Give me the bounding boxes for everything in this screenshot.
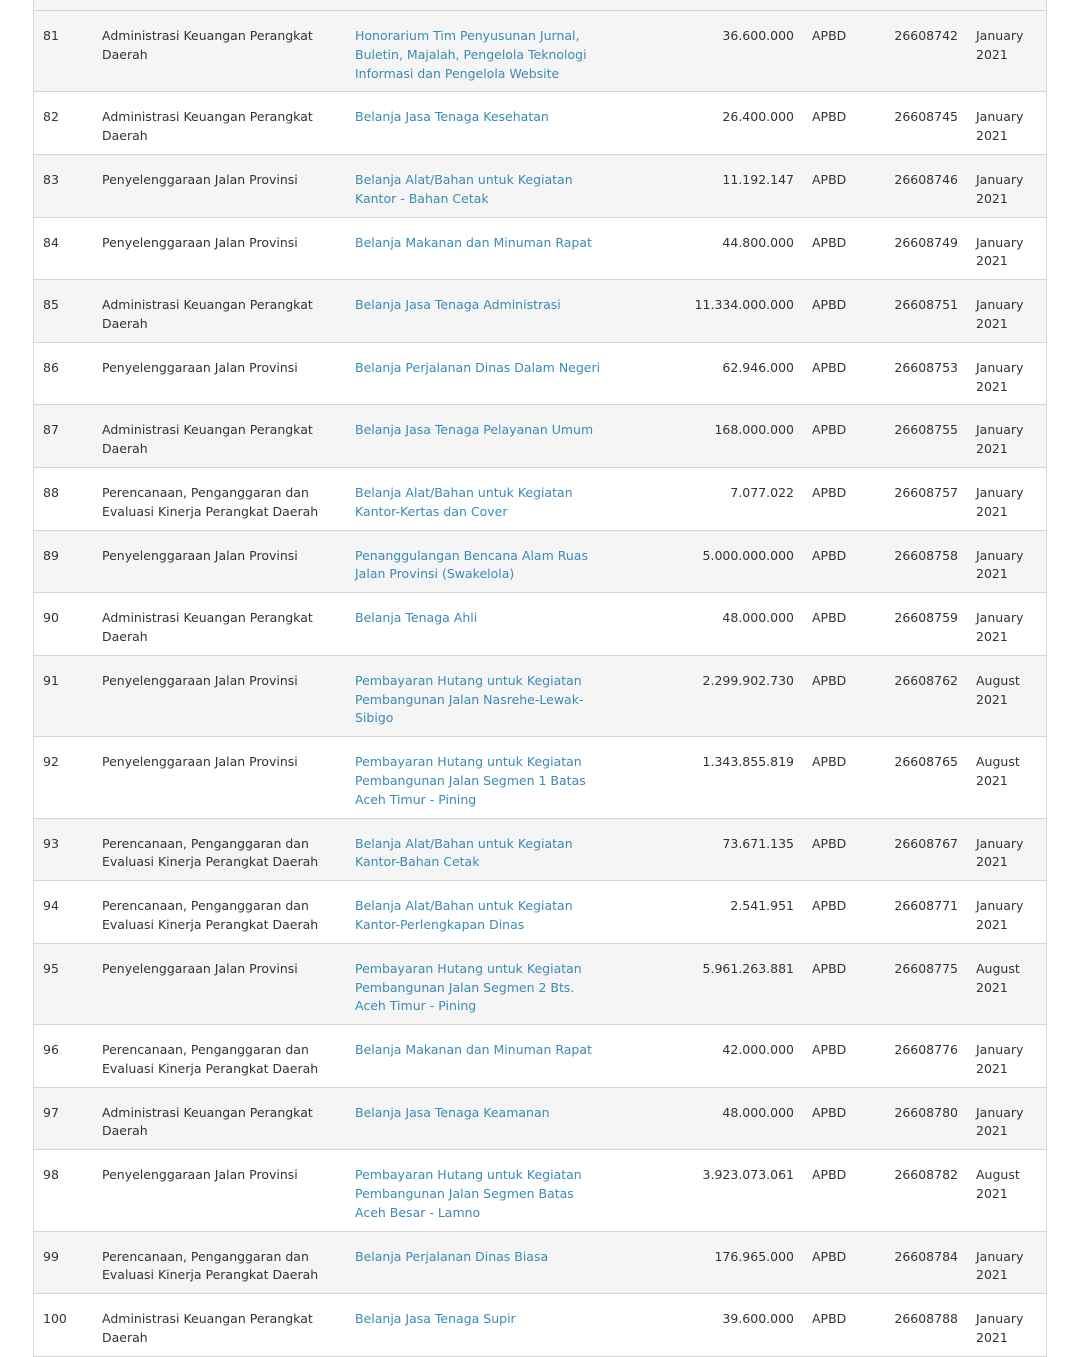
amount-cell: 1.343.855.819 xyxy=(617,737,803,818)
funding-source-cell: APBD xyxy=(803,217,861,280)
kegiatan-cell xyxy=(346,467,617,530)
table-row xyxy=(34,1150,1046,1231)
row-number: 93 xyxy=(34,818,93,881)
row-number: 81 xyxy=(34,11,93,92)
row-number: 100 xyxy=(34,1294,93,1357)
kegiatan-cell xyxy=(346,154,617,217)
table-row xyxy=(34,593,1046,656)
kegiatan-link[interactable]: Belanja Jasa Tenaga Supir xyxy=(355,1311,516,1327)
amount-cell: 36.600.000 xyxy=(617,11,803,92)
program-cell: Administrasi Keuangan Perangkat Daerah xyxy=(93,405,346,468)
kegiatan-link[interactable]: Belanja Perjalanan Dinas Biasa xyxy=(355,1248,549,1264)
row-number: 90 xyxy=(34,593,93,656)
program-cell: Perencanaan, Penganggaran dan Evaluasi Kinerja Perangkat Daerah xyxy=(93,818,346,881)
amount-cell: 44.800.000 xyxy=(617,217,803,280)
kegiatan-link[interactable]: Pembayaran Hutang untuk Kegiatan Pembangunan Jalan Segmen 2 Bts. Aceh Timur - Pining xyxy=(355,960,582,1014)
kegiatan-link[interactable]: Belanja Alat/Bahan untuk Kegiatan Kantor-Bahan Cetak xyxy=(355,835,573,870)
code-cell: 26608746 xyxy=(861,154,967,217)
kegiatan-cell xyxy=(346,737,617,818)
program-cell: Perencanaan, Penganggaran dan Evaluasi Kinerja Perangkat Daerah xyxy=(93,1025,346,1088)
amount-cell: 5.000.000.000 xyxy=(617,530,803,593)
funding-source-cell: APBD xyxy=(803,405,861,468)
period-cell: August 2021 xyxy=(967,1150,1046,1231)
kegiatan-link[interactable]: Pembayaran Hutang untuk Kegiatan Pembangunan Jalan Nasrehe-Lewak-Sibigo xyxy=(355,672,584,726)
row-number: 97 xyxy=(34,1087,93,1150)
kegiatan-link[interactable]: Belanja Jasa Tenaga Keamanan xyxy=(355,1104,550,1120)
amount-cell: 168.000.000 xyxy=(617,405,803,468)
table-row xyxy=(34,92,1046,155)
period-cell: January 2021 xyxy=(967,818,1046,881)
row-number: 84 xyxy=(34,217,93,280)
amount-cell: 42.000.000 xyxy=(617,1025,803,1088)
kegiatan-link[interactable]: Belanja Makanan dan Minuman Rapat xyxy=(355,1042,592,1058)
period-cell: January 2021 xyxy=(967,1087,1046,1150)
row-number: 83 xyxy=(34,154,93,217)
kegiatan-link[interactable]: Belanja Alat/Bahan untuk Kegiatan Kantor - Bahan Cetak xyxy=(355,171,573,206)
kegiatan-link[interactable]: Belanja Jasa Tenaga Kesehatan xyxy=(355,109,549,125)
row-number: 98 xyxy=(34,1150,93,1231)
program-cell: Penyelenggaraan Jalan Provinsi xyxy=(93,943,346,1024)
funding-source-cell: APBD xyxy=(803,342,861,405)
code-cell: 26608775 xyxy=(861,943,967,1024)
kegiatan-link[interactable]: Pembayaran Hutang untuk Kegiatan Pembangunan Jalan Segmen Batas Aceh Besar - Lamno xyxy=(355,1167,582,1220)
row-number: 94 xyxy=(34,881,93,944)
program-cell: Penyelenggaraan Jalan Provinsi xyxy=(93,217,346,280)
program-cell: Penyelenggaraan Jalan Provinsi xyxy=(93,737,346,818)
code-cell: 26608782 xyxy=(861,1150,967,1231)
amount-cell: 2.541.951 xyxy=(617,881,803,944)
kegiatan-cell xyxy=(346,342,617,405)
program-cell: Administrasi Keuangan Perangkat Daerah xyxy=(93,593,346,656)
period-cell: August 2021 xyxy=(967,943,1046,1024)
kegiatan-cell xyxy=(346,530,617,593)
previous-row-stub xyxy=(34,0,1046,11)
period-cell: January 2021 xyxy=(967,593,1046,656)
funding-source-cell: APBD xyxy=(803,881,861,944)
program-cell: Penyelenggaraan Jalan Provinsi xyxy=(93,154,346,217)
table-row xyxy=(34,530,1046,593)
code-cell: 26608784 xyxy=(861,1231,967,1294)
code-cell: 26608753 xyxy=(861,342,967,405)
row-number: 95 xyxy=(34,943,93,1024)
kegiatan-cell xyxy=(346,881,617,944)
funding-source-cell: APBD xyxy=(803,467,861,530)
kegiatan-cell xyxy=(346,1294,617,1357)
program-cell: Administrasi Keuangan Perangkat Daerah xyxy=(93,1294,346,1357)
code-cell: 26608742 xyxy=(861,11,967,92)
program-cell: Perencanaan, Penganggaran dan Evaluasi Kinerja Perangkat Daerah xyxy=(93,1231,346,1294)
kegiatan-link[interactable]: Belanja Alat/Bahan untuk Kegiatan Kantor-Kertas dan Cover xyxy=(355,484,573,519)
data-table-container xyxy=(33,0,1047,1357)
program-cell: Administrasi Keuangan Perangkat Daerah xyxy=(93,1087,346,1150)
program-cell: Penyelenggaraan Jalan Provinsi xyxy=(93,342,346,405)
period-cell: January 2021 xyxy=(967,1231,1046,1294)
period-cell: August 2021 xyxy=(967,737,1046,818)
program-cell: Administrasi Keuangan Perangkat Daerah xyxy=(93,280,346,343)
program-cell: Penyelenggaraan Jalan Provinsi xyxy=(93,655,346,736)
funding-source-cell: APBD xyxy=(803,1087,861,1150)
kegiatan-cell xyxy=(346,943,617,1024)
period-cell: January 2021 xyxy=(967,92,1046,155)
funding-source-cell: APBD xyxy=(803,92,861,155)
amount-cell: 176.965.000 xyxy=(617,1231,803,1294)
kegiatan-link[interactable]: Honorarium Tim Penyusunan Jurnal, Buletin, Majalah, Pengelola Teknologi Informasi dan Pengelola Website xyxy=(355,28,587,81)
funding-source-cell: APBD xyxy=(803,530,861,593)
code-cell: 26608755 xyxy=(861,405,967,468)
code-cell: 26608767 xyxy=(861,818,967,881)
code-cell: 26608762 xyxy=(861,655,967,736)
code-cell: 26608780 xyxy=(861,1087,967,1150)
table-row xyxy=(34,342,1046,405)
row-number: 87 xyxy=(34,405,93,468)
period-cell: January 2021 xyxy=(967,1025,1046,1088)
period-cell: January 2021 xyxy=(967,342,1046,405)
code-cell: 26608759 xyxy=(861,593,967,656)
kegiatan-cell xyxy=(346,1087,617,1150)
table-row xyxy=(34,217,1046,280)
kegiatan-cell xyxy=(346,1231,617,1294)
table-row xyxy=(34,737,1046,818)
table-row xyxy=(34,405,1046,468)
amount-cell: 3.923.073.061 xyxy=(617,1150,803,1231)
kegiatan-cell xyxy=(346,1150,617,1231)
row-number: 89 xyxy=(34,530,93,593)
row-number: 85 xyxy=(34,280,93,343)
kegiatan-cell xyxy=(346,92,617,155)
table-row xyxy=(34,467,1046,530)
program-cell: Perencanaan, Penganggaran dan Evaluasi Kinerja Perangkat Daerah xyxy=(93,467,346,530)
code-cell: 26608745 xyxy=(861,92,967,155)
funding-source-cell: APBD xyxy=(803,154,861,217)
funding-source-cell: APBD xyxy=(803,280,861,343)
funding-source-cell: APBD xyxy=(803,1231,861,1294)
period-cell: January 2021 xyxy=(967,1294,1046,1357)
period-cell: January 2021 xyxy=(967,467,1046,530)
row-number: 88 xyxy=(34,467,93,530)
funding-source-cell: APBD xyxy=(803,1025,861,1088)
table-row xyxy=(34,1025,1046,1088)
kegiatan-cell xyxy=(346,593,617,656)
code-cell: 26608751 xyxy=(861,280,967,343)
kegiatan-link[interactable]: Belanja Perjalanan Dinas Dalam Negeri xyxy=(355,359,601,375)
kegiatan-cell xyxy=(346,280,617,343)
kegiatan-link[interactable]: Belanja Tenaga Ahli xyxy=(355,610,478,626)
kegiatan-cell xyxy=(346,1025,617,1088)
period-cell: January 2021 xyxy=(967,530,1046,593)
code-cell: 26608776 xyxy=(861,1025,967,1088)
row-number: 82 xyxy=(34,92,93,155)
code-cell: 26608749 xyxy=(861,217,967,280)
kegiatan-link[interactable]: Belanja Jasa Tenaga Administrasi xyxy=(355,297,561,313)
amount-cell: 48.000.000 xyxy=(617,593,803,656)
code-cell: 26608788 xyxy=(861,1294,967,1357)
table-row xyxy=(34,154,1046,217)
amount-cell: 7.077.022 xyxy=(617,467,803,530)
period-cell: January 2021 xyxy=(967,881,1046,944)
program-cell: Penyelenggaraan Jalan Provinsi xyxy=(93,530,346,593)
row-number: 92 xyxy=(34,737,93,818)
funding-source-cell: APBD xyxy=(803,943,861,1024)
amount-cell: 48.000.000 xyxy=(617,1087,803,1150)
table-row xyxy=(34,881,1046,944)
table-row xyxy=(34,1231,1046,1294)
program-cell: Administrasi Keuangan Perangkat Daerah xyxy=(93,11,346,92)
kegiatan-link[interactable]: Pembayaran Hutang untuk Kegiatan Pembangunan Jalan Segmen 1 Batas Aceh Timur - Pining xyxy=(355,754,586,807)
kegiatan-cell xyxy=(346,655,617,736)
period-cell: January 2021 xyxy=(967,154,1046,217)
period-cell: January 2021 xyxy=(967,405,1046,468)
kegiatan-cell xyxy=(346,217,617,280)
funding-source-cell: APBD xyxy=(803,655,861,736)
row-number: 99 xyxy=(34,1231,93,1294)
program-cell: Perencanaan, Penganggaran dan Evaluasi Kinerja Perangkat Daerah xyxy=(93,881,346,944)
period-cell: August 2021 xyxy=(967,655,1046,736)
funding-source-cell: APBD xyxy=(803,737,861,818)
amount-cell: 11.334.000.000 xyxy=(617,280,803,343)
program-cell: Administrasi Keuangan Perangkat Daerah xyxy=(93,92,346,155)
row-number: 96 xyxy=(34,1025,93,1088)
table-row xyxy=(34,655,1046,736)
kegiatan-cell xyxy=(346,818,617,881)
kegiatan-link[interactable]: Belanja Makanan dan Minuman Rapat xyxy=(355,234,592,250)
code-cell: 26608757 xyxy=(861,467,967,530)
table-row xyxy=(34,280,1046,343)
row-number: 86 xyxy=(34,342,93,405)
amount-cell: 5.961.263.881 xyxy=(617,943,803,1024)
kegiatan-link[interactable]: Belanja Jasa Tenaga Pelayanan Umum xyxy=(355,422,594,438)
data-table xyxy=(34,11,1046,1357)
table-row xyxy=(34,818,1046,881)
amount-cell: 62.946.000 xyxy=(617,342,803,405)
kegiatan-cell xyxy=(346,11,617,92)
amount-cell: 11.192.147 xyxy=(617,154,803,217)
funding-source-cell: APBD xyxy=(803,11,861,92)
code-cell: 26608771 xyxy=(861,881,967,944)
table-row xyxy=(34,1087,1046,1150)
table-row xyxy=(34,11,1046,92)
funding-source-cell: APBD xyxy=(803,1150,861,1231)
code-cell: 26608758 xyxy=(861,530,967,593)
amount-cell: 39.600.000 xyxy=(617,1294,803,1357)
funding-source-cell: APBD xyxy=(803,1294,861,1357)
table-row xyxy=(34,943,1046,1024)
amount-cell: 26.400.000 xyxy=(617,92,803,155)
table-row xyxy=(34,1294,1046,1357)
code-cell: 26608765 xyxy=(861,737,967,818)
program-cell: Penyelenggaraan Jalan Provinsi xyxy=(93,1150,346,1231)
kegiatan-cell xyxy=(346,405,617,468)
kegiatan-link[interactable]: Belanja Alat/Bahan untuk Kegiatan Kantor-Perlengkapan Dinas xyxy=(355,898,573,932)
period-cell: January 2021 xyxy=(967,11,1046,92)
funding-source-cell: APBD xyxy=(803,818,861,881)
kegiatan-link[interactable]: Penanggulangan Bencana Alam Ruas Jalan Provinsi (Swakelola) xyxy=(355,547,588,582)
period-cell: January 2021 xyxy=(967,280,1046,343)
row-number: 91 xyxy=(34,655,93,736)
funding-source-cell: APBD xyxy=(803,593,861,656)
period-cell: January 2021 xyxy=(967,217,1046,280)
amount-cell: 73.671.135 xyxy=(617,818,803,881)
amount-cell: 2.299.902.730 xyxy=(617,655,803,736)
